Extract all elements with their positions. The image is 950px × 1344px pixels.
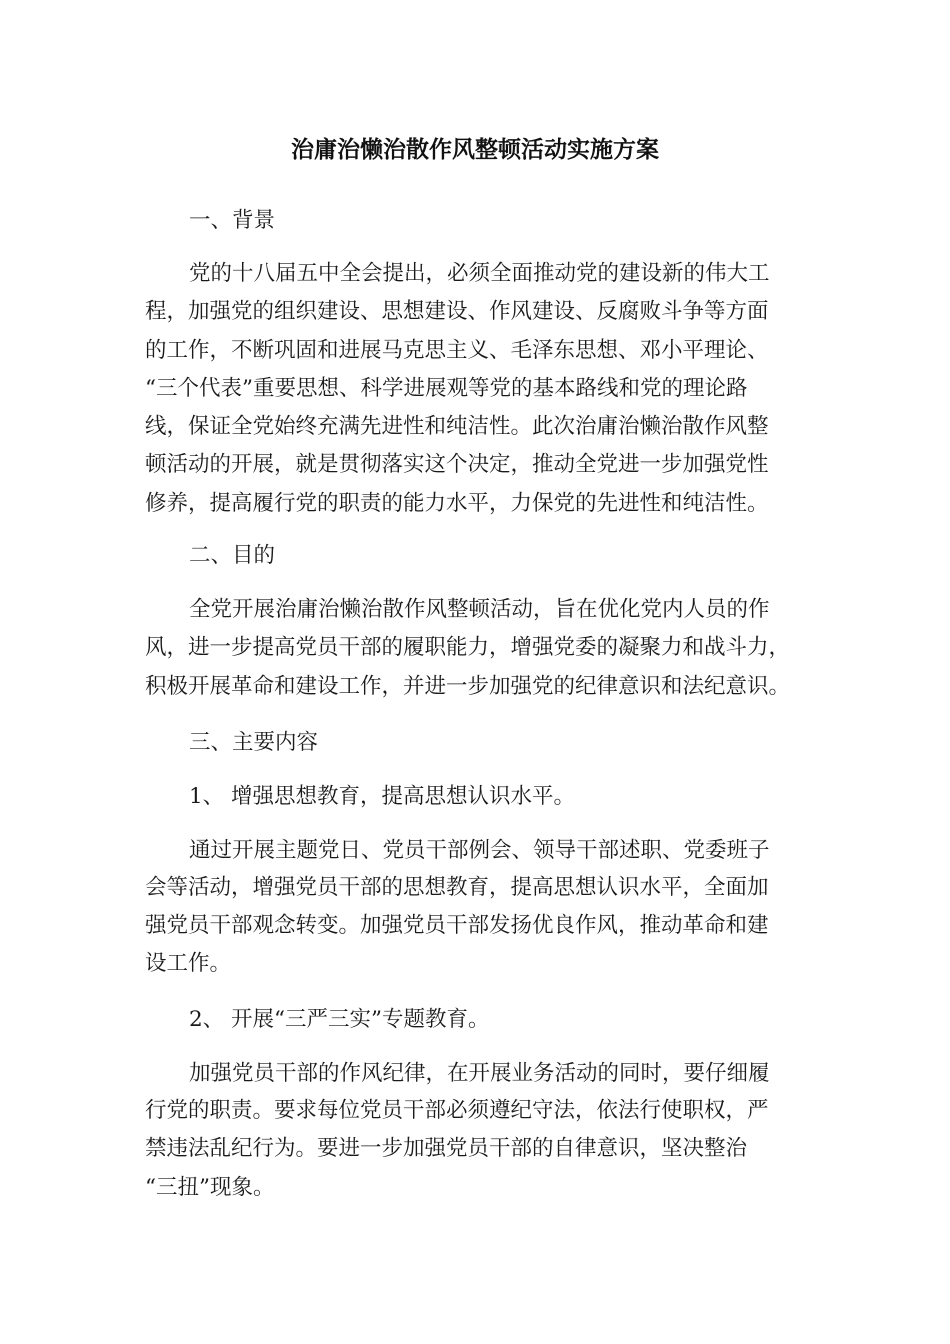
paragraph-line: 党的十八届五中全会提出，必须全面推动党的建设新的伟大工 <box>189 261 770 286</box>
document-title: 治庸治懒治散作风整顿活动实施方案 <box>291 137 659 163</box>
subheading-item-2: 2、 开展“三严三实”专题教育。 <box>189 1007 490 1032</box>
paragraph-line: 的工作，不断巩固和进展马克思主义、毛泽东思想、邓小平理论、 <box>145 338 769 363</box>
paragraph-line: 风，进一步提高党员干部的履职能力，增强党委的凝聚力和战斗力， <box>145 635 791 660</box>
subheading-item-1: 1、 增强思想教育，提高思想认识水平。 <box>189 784 576 809</box>
section-heading-background: 一、背景 <box>189 208 276 233</box>
paragraph-line: 积极开展革命和建设工作，并进一步加强党的纪律意识和法纪意识。 <box>145 674 791 699</box>
paragraph-line: 通过开展主题党日、党员干部例会、领导干部述职、党委班子 <box>189 838 770 863</box>
paragraph-line: 行党的职责。要求每位党员干部必须遵纪守法，依法行使职权，严 <box>145 1098 769 1123</box>
paragraph-line: “三扭”现象。 <box>145 1175 275 1200</box>
paragraph-line: 线，保证全党始终充满先进性和纯洁性。此次治庸治懒治散作风整 <box>145 414 769 439</box>
paragraph-line: 顿活动的开展，就是贯彻落实这个决定，推动全党进一步加强党性 <box>145 452 769 477</box>
paragraph-line: 设工作。 <box>145 951 232 976</box>
paragraph-line: 修养，提高履行党的职责的能力水平，力保党的先进性和纯洁性。 <box>145 491 769 516</box>
paragraph-line: “三个代表”重要思想、科学进展观等党的基本路线和党的理论路 <box>145 376 748 401</box>
paragraph-line: 程，加强党的组织建设、思想建设、作风建设、反腐败斗争等方面 <box>145 299 769 324</box>
paragraph-line: 加强党员干部的作风纪律，在开展业务活动的同时，要仔细履 <box>189 1061 770 1086</box>
paragraph-line: 会等活动，增强党员干部的思想教育，提高思想认识水平，全面加 <box>145 875 769 900</box>
section-heading-purpose: 二、目的 <box>189 543 276 568</box>
paragraph-line: 禁违法乱纪行为。要进一步加强党员干部的自律意识，坚决整治 <box>145 1136 748 1161</box>
section-heading-content: 三、主要内容 <box>189 730 319 755</box>
paragraph-line: 强党员干部观念转变。加强党员干部发扬优良作风，推动革命和建 <box>145 913 769 938</box>
paragraph-line: 全党开展治庸治懒治散作风整顿活动，旨在优化党内人员的作 <box>189 597 770 622</box>
